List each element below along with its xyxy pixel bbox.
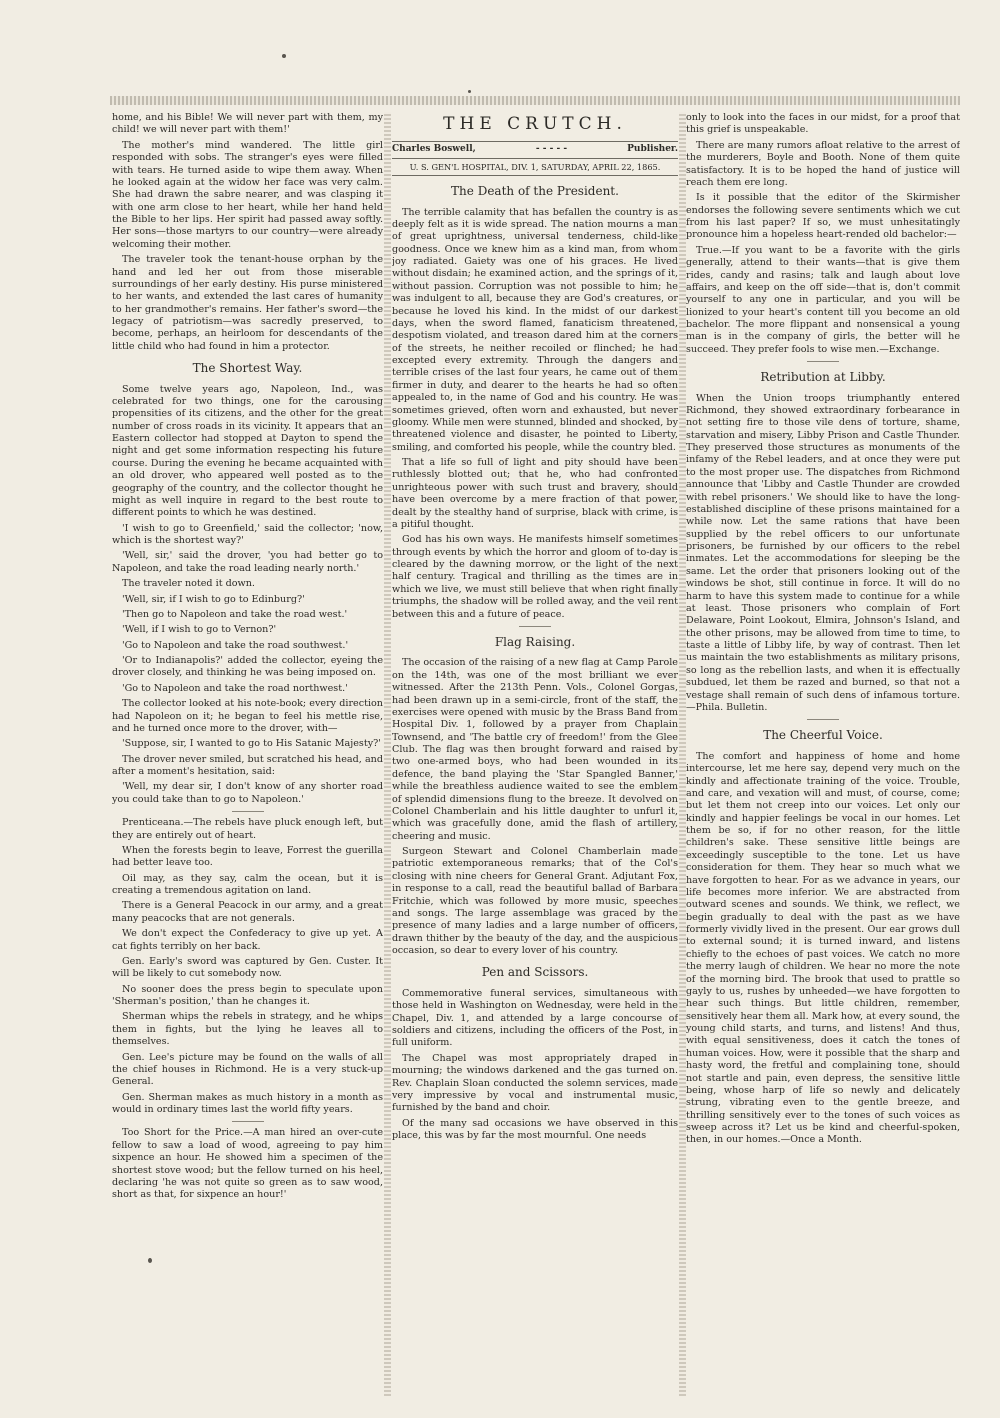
- article-paragraph: only to look into the faces in our midst, for a proof that this grief is unspeakable.: [686, 112, 960, 136]
- article-paragraph: 'Well, if I wish to go to Vernon?': [122, 624, 277, 636]
- section-separator: [807, 361, 839, 362]
- article-headline-pen-and-scissors: Pen and Scissors.: [481, 965, 589, 980]
- article-paragraph: When the Union troops triumphantly entered Richmond, they showed extraordinary forbearance in not setting fire to those vile dens of torture, shame, starvation and misery, Libby Prison and Castle Thunder. They preserved those structures as monuments of the infamy of the Rebel leaders, and at once they were put to the most proper use. The dispatches from Richmond announce that 'Libby and Castle Thunder are crowded with rebel prisoners.' We should like to have the long-established discipline of these prisons maintained for a while now. Let the same rations that have been supplied by the rebel officers to our unfortunate prisoners, be furnished by our officers to the rebel inmates. Let the accommodations for sleeping be the same. Let the order that prisoners looking out of the windows be shot, still continue in force. It will do no harm to have this system made to continue for a while at least. Those prisoners who complain of Fort Delaware, Point Lookout, Elmira, Johnson's Island, and the other prisons, may be allowed from time to time, to taste a little of Libby life, by way of contrast. Then let us maintain the two establishments as military prisons, so long as the rebellion lasts, and when it is effectually subdued, let them be razed and burned, so that not a vestage shall remain of such dens of infamous torture.—Phila. Bulletin.: [686, 392, 960, 713]
- article-paragraph: True.—If you want to be a favorite with the girls generally, attend to their wants—that is give them rides, candy and rasins; talk and laugh about love affairs, and keep on the off side—that is, don't commit yourself to any one in particular, and you will be lionized to your heart's content till you become an old bachelor. The more flippant and nonsensical a young man is in the company of girls, the better will he succeed. They prefer fools to wise men.—Exchange.: [686, 244, 960, 355]
- publisher-line: [392, 141, 678, 159]
- article-paragraph: Too Short for the Price.—A man hired an over-cute fellow to saw a load of wood, agreeing to pay him sixpence an hour. He showed him a specimen of the shortest stove wood; but the fellow turned on his heel, declaring 'he was not quite so green as to saw wood, short as that, for sixpence an hour!': [112, 1127, 383, 1201]
- article-paragraph: 'Well, sir, if I wish to go to Edinburg?': [122, 593, 305, 605]
- article-paragraph: Gen. Sherman makes as much history in a month as would in ordinary times last the world fifty years.: [112, 1091, 383, 1116]
- section-separator: [519, 626, 551, 627]
- article-paragraph: 'Suppose, sir, I wanted to go to His Satanic Majesty?': [122, 738, 381, 750]
- section-separator: [232, 1121, 264, 1122]
- article-paragraph: The Chapel was most appropriately draped in mourning; the windows darkened and the gas turned on. Rev. Chaplain Sloan conducted the solemn services, made very impressive by vocal and instrumental music, furnished by the band and choir.: [392, 1052, 678, 1114]
- article-paragraph: The collector looked at his note-book; every direction had Napoleon on it; he began to feel his mettle rise, and he turned once more to the drover, with—: [112, 698, 383, 734]
- column-divider-left: [384, 112, 391, 1396]
- article-paragraph: 'I wish to go to Greenfield,' said the collector; 'now, which is the shortest way?': [112, 522, 383, 547]
- article-paragraph: Surgeon Stewart and Colonel Chamberlain made patriotic extemporaneous remarks; that of the Col's closing with nine cheers for General Grant. Adjutant Fox, in response to a call, read the beautiful ballad of Barbara Fritchie, which was followed by more music, speeches and songs. The large assemblage was graced by the presence of many ladies and a large number of officers, drawn thither by the beauty of the day, and the auspicious occasion, so dear to every lover of his country.: [392, 846, 678, 957]
- section-separator: [807, 719, 839, 720]
- article-paragraph: There are many rumors afloat relative to the arrest of the murderers, Boyle and Booth. None of them quite satisfactory. It is to be hoped the hand of justice will reach them ere long.: [686, 139, 960, 188]
- article-paragraph: Is it possible that the editor of the Skirmisher endorses the following severe sentiments which we cut from his last paper? If so, we must unhesitatingly pronounce him a hopeless heart-rended old bachelor:—: [686, 192, 960, 241]
- article-paragraph: Prenticeana.—The rebels have pluck enough left, but they are entirely out of heart.: [112, 817, 383, 841]
- article-paragraph: The terrible calamity that has befallen the country is as deeply felt as it is wide spread. The nation mourns a man of great uprightness, universal tenderness, child-like goodness. Once we knew him as a kind man, from whom joy radiated. Gaiety was one of his graces. He lived without disdain; he examined action, and the springs of it, without passion. Corruption was not possible to him; he was indulgent to all, because they are God's creatures, or because he loved his kind. In the midst of our darkest days, when the sword flamed, fanaticism threatened, despotism violated, and treason dared him at the corners of the streets, he neither recoiled or flinched; he had excepted every extremity. Through the dangers and terrible crises of the last four years, he came out of them firmer in duty, and dearer to the hearts he had so often appealed to, in the name of God and his country. He was sometimes grieved, often worn and exhausted, but never gloomy. While men were stunned, blinded and shocked, by threatened violence and disaster, he pointed to Liberty, smiling, and comforted his people, while the country bled.: [392, 206, 678, 453]
- article-paragraph: We don't expect the Confederacy to give up yet. A cat fights terribly on her back.: [112, 928, 383, 952]
- article-paragraph: Of the many sad occasions we have observed in this place, this was by far the most mournful. One needs: [392, 1117, 678, 1142]
- article-paragraph: The comfort and happiness of home and home intercourse, let me here say, depend very much on the kindly and affectionate training of the voice. Trouble, and care, and vexation will and must, of course, come; but let them not creep into our voices. Let only our kindly and happier feelings be vocal in our homes. Let them be so, if for no other reason, for the little children's sake. These sensitive little beings are exceedingly susceptible to the tone. Let us have consideration for them. They hear so much what we have forgotten to hear. For as we advance in years, our life becomes more inferior. We are abstracted from outward scenes and sounds. We think, we reflect, we begin gradually to deal with the past as we have formerly vividly lived in the present. Our ear grows dull to external sound; it is turned inward, and listens chiefly to the echoes of past voices. We catch no more the merry laugh of children. We hear no more the note of the morning bird. The brook that used to prattle so gayly to us, rushes by unheeded—we have forgotten to hear such things. But little children, remember, sensitively hear them all. Mark how, at every sound, the young child starts, and turns, and listens! And thus, with equal sensitiveness, does it catch the tones of human voices. How, were it possible that the sharp and hasty word, the fretful and complaining tone, should not startle and pain, even depress, the sensitive little being, whose harp of life so newly and delicately strung, vibrating even to the gentle breeze, and thrilling sensitively ever to the tones of such voices as sweep across it? Let us be kind and cheerful-spoken, then, in our homes.—Once a Month.: [686, 750, 960, 1146]
- article-paragraph: 'Well, sir,' said the drover, 'you had better go to Napoleon, and take the road leading nearly north.': [112, 550, 383, 574]
- article-paragraph: When the forests begin to leave, Forrest the guerilla had better leave too.: [112, 844, 383, 869]
- column-center: [392, 112, 678, 1396]
- paper-speck: [468, 90, 471, 93]
- article-paragraph: 'Or to Indianapolis?' added the collector, eyeing the drover closely, and thinking he was being imposed on.: [112, 655, 383, 679]
- article-paragraph: The traveler took the tenant-house orphan by the hand and led her out from those miserable surroundings of her early destiny. His purse ministered to her wants, and extended the last cares of humanity to her grandmother's remains. Her father's sword—the legacy of patriotism—was sacredly preserved, to become, perhaps, an heirloom for descendants of the little child who had found in him a protector.: [112, 254, 383, 352]
- article-paragraph: The traveler noted it down.: [122, 578, 255, 590]
- article-paragraph: Sherman whips the rebels in strategy, and he whips them in fights, but the lying he leaves all to themselves.: [112, 1011, 383, 1048]
- article-headline-flag-raising: Flag Raising.: [494, 634, 576, 649]
- article-paragraph: Oil may, as they say, calm the ocean, but it is creating a tremendous agitation on land.: [112, 872, 383, 897]
- dateline: U. S. GEN'L HOSPITAL, DIV. 1, SATURDAY, APRIL 22, 1865.: [392, 159, 678, 177]
- article-paragraph: home, and his Bible! We will never part with them, my child! we will never part with them!': [112, 112, 383, 136]
- article-headline-retribution-at-libby: Retribution at Libby.: [760, 370, 886, 385]
- article-headline-death-of-president: The Death of the President.: [451, 184, 619, 199]
- article-paragraph: Gen. Lee's picture may be found on the walls of all the chief houses in Richmond. He is a very stuck-up General.: [112, 1051, 383, 1088]
- column-divider-right: [679, 112, 686, 1396]
- section-separator: [232, 811, 264, 812]
- paper-speck: [282, 54, 286, 58]
- article-paragraph: Gen. Early's sword was captured by Gen. Custer. It will be likely to cut somebody now.: [112, 955, 383, 980]
- article-headline-cheerful-voice: The Cheerful Voice.: [763, 728, 883, 743]
- column-right: [686, 112, 960, 1396]
- column-left: [112, 112, 383, 1396]
- masthead-title: THE CRUTCH.: [443, 114, 627, 134]
- article-paragraph: The drover never smiled, but scratched his head, and after a moment's hesitation, said:: [112, 753, 383, 778]
- top-ornamental-rule: [110, 96, 960, 105]
- article-headline-shortest-way: The Shortest Way.: [192, 361, 303, 376]
- article-paragraph: The mother's mind wandered. The little girl responded with sobs. The stranger's eyes were filled with tears. He turned aside to wipe them away. When he looked again at the widow her face was very calm. She had drawn the sabre nearer, and was clasping it with one arm close to her heart, while her hand held the Bible to her lips. Her spirit had passed away softly. Her sons—those martyrs to our country—were already welcoming their mother.: [112, 139, 383, 250]
- article-paragraph: That a life so full of light and pity should have been ruthlessly blotted out; that he, who had confronted unrighteous power with such trust and bravery, should have been overcome by a mere fraction of that power, dealt by the stealthy hand of surprise, black with crime, is a pitiful thought.: [392, 457, 678, 530]
- article-paragraph: God has his own ways. He manifests himself sometimes through events by which the horror and gloom of to-day is cleared by the dawning morrow, or the light of the next half century. Tragical and thrilling as the times are in which we live, we must still believe that when right finally triumphs, the shadow will be rolled away, and the veil rent between this and a future of peace.: [392, 534, 678, 620]
- article-paragraph: Commemorative funeral services, simultaneous with those held in Washington on Wednesday, were held in the Chapel, Div. 1, and attended by a large concourse of soldiers and citizens, including the officers of the Post, in full uniform.: [392, 987, 678, 1049]
- article-paragraph: The occasion of the raising of a new flag at Camp Parole on the 14th, was one of the most brilliant we ever witnessed. After the 213th Penn. Vols., Colonel Gorgas, had been drawn up in a semi-circle, front of the staff, the exercises were opened with music by the Brass Band from Hospital Div. 1, followed by a prayer from Chaplain Townsend, and 'The battle cry of freedom!' from the Glee Club. The flag was then brought forward and raised by two one-armed boys, who had been wounded in its defence, the band playing the 'Star Spangled Banner,' while the breathless audience waited to see the emblem of splendid dimensions flung to the breeze. It devolved on Colonel Chamberlain and his little daughter to unfurl it, which was gracefully done, amid the flash of artillery, cheering and music.: [392, 657, 678, 842]
- article-paragraph: 'Go to Napoleon and take the road southwest.': [122, 639, 349, 651]
- article-paragraph: There is a General Peacock in our army, and a great many peacocks that are not generals.: [112, 900, 383, 924]
- publisher-dashes: - - - - -: [535, 143, 568, 154]
- article-paragraph: 'Well, my dear sir, I don't know of any shorter road you could take than to go to Napoleon.': [112, 781, 383, 805]
- article-paragraph: Some twelve years ago, Napoleon, Ind., was celebrated for two things, one for the carousing propensities of its citizens, and the other for the great number of cross roads in its vicinity. It appears that an Eastern collector had stopped at Dayton to spend the night and get some information respecting his future course. During the evening he became acquainted with an old drover, who appeared well posted as to the geography of the country, and the collector thought he might as well inquire in regard to the best route to different points to which he was destined.: [112, 383, 383, 519]
- article-paragraph: No sooner does the press begin to speculate upon 'Sherman's position,' than he changes it.: [112, 983, 383, 1008]
- publisher-name: Charles Boswell,: [392, 143, 476, 154]
- publisher-label: Publisher.: [627, 143, 678, 154]
- article-paragraph: 'Then go to Napoleon and take the road west.': [122, 608, 348, 620]
- article-paragraph: 'Go to Napoleon and take the road northwest.': [122, 682, 348, 694]
